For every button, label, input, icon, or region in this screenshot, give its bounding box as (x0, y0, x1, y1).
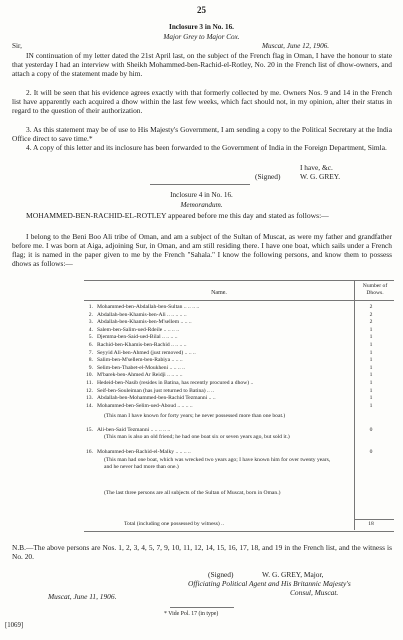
row-number: 11. (86, 380, 93, 386)
table-row (84, 319, 394, 327)
table-row (84, 304, 394, 312)
memo-dateline: Muscat, June 11, 1906. (48, 592, 117, 601)
table-row (84, 365, 394, 373)
row-name: Djemma-ben-Said-ued-Bilal .. .. .. .. (97, 334, 178, 341)
row-value: 1 (369, 326, 373, 333)
footnote: * Vide Pol. 17 (in type) (164, 611, 219, 617)
paragraph-4: 4. A copy of this letter and its inclosure has been forwarded to the Government of India in the Foreign Department, Simla. (26, 143, 387, 152)
row-name: Mohammed-ben-Abdallah-ben-Sultan .. .. .. .. (97, 304, 200, 310)
paragraph-1: IN continuation of my letter dated the 21st April last, on the subject of the French flag in Oman, I have the honour to state that yesterday I had an interview with Sheikh Mohammed-ben-Rachid-el-Rotley, No. 20 in the French list of dhow-owners, and attach a copy of the statement made by him. (12, 51, 392, 79)
row-number: 6. (88, 342, 93, 348)
salutation: Sir, (12, 42, 22, 50)
column-header-number: Number of Dhows. (362, 283, 388, 296)
signed-label: (Signed) (255, 172, 281, 181)
table-row (84, 380, 394, 388)
row-number: 5. (88, 334, 93, 341)
row-number: 12. (86, 387, 93, 394)
row-name: Seif-ben-Souleiman (has just returned to Batina) .. .. (97, 387, 214, 394)
closing: I have, &c. (300, 163, 333, 172)
header-rule (84, 300, 394, 301)
row-name: Selim-ben-Thabet-el-Moukheni .. .. .. .. (97, 364, 185, 371)
row-value: 1 (369, 395, 373, 402)
row-number: 14. (86, 402, 93, 409)
row-value: 2 (369, 304, 373, 310)
row-number: 1. (88, 304, 93, 310)
nb-paragraph: N.B.—The above persons are Nos. 1, 2, 3, 4, 5, 7, 9, 10, 11, 12, 14, 15, 16, 17, 18, and 19 in the French list, and the witness is No. 20. (12, 543, 392, 562)
dateline: Muscat, June 12, 1906. (262, 42, 330, 50)
signature-2-label: (Signed) (208, 570, 234, 579)
print-code: [1069] (5, 622, 24, 629)
paragraph-2: 2. It will be seen that his evidence agrees exactly with that formerly collected by me. Owners Nos. 9 and 14 in the French list have apparently each acquired a dhow within the last few weeks, which fact should not, in my opinion, alter their status in regard to the question of their authorization. (12, 88, 392, 116)
table-row (84, 395, 394, 403)
row-value: 1 (369, 342, 373, 348)
row-name: Abdallah-ben-Khamis-ben-M'sellem .. .. .. (97, 319, 192, 326)
row-name: Rachid-ben-Khamis-ben-Rachid .. .. .. .. (97, 342, 187, 348)
row-name: Seyyid Ali-ben-Ahmed (just removed) .. .. .. (97, 349, 196, 356)
row-number: 8. (88, 357, 93, 364)
row-number: 13. (86, 395, 93, 402)
row-value: 0 (369, 449, 373, 455)
total-rule (354, 519, 394, 520)
signature-2-name: W. G. GREY, Major, (262, 570, 324, 579)
total-row (84, 521, 394, 529)
row-name: Salem-ben-Salim-ued-Rdeile .. .. .. .. (97, 326, 180, 333)
section-divider (150, 184, 250, 185)
row-value: 1 (369, 334, 373, 341)
row-name: M'barek-ben-Ahmed Ar Reidji .. .. .. .. (97, 372, 183, 379)
table-row (84, 372, 394, 380)
row-name: Abdallah-ben-Khamis-ben-Ali .. .. .. .. .. (97, 311, 187, 318)
table-row (84, 357, 394, 365)
inclosure-3-heading: Inclosure 3 in No. 16. (169, 23, 234, 31)
column-header-name: Name. (211, 290, 227, 296)
row-value: 1 (369, 387, 373, 394)
table-row (84, 449, 394, 457)
total-label: Total (including one possessed by witness) .. (124, 521, 224, 527)
row-value: 1 (369, 402, 373, 409)
table-row (84, 334, 394, 342)
memo-paragraph: I belong to the Beni Boo Ali tribe of Oman, and am a subject of the Sultan of Muscat, as were my father and grandfather before me. I was born at Aiga, adjoining Sur, in Oman, and am still residing there. I have one boat, which sails under a French flag; it is named in the paper given to me by the French "Sahala." I know the following persons, and know them to possess dhows as follows:— (12, 232, 392, 269)
page-number: 25 (197, 5, 206, 15)
row-name: Salim-ben-M'sellem-ben-Rabiya .. .. .. (97, 357, 183, 364)
row-number: 4. (88, 326, 93, 333)
note-row-14: (This man I have known for forty years; he never possessed more than one boat.) (104, 413, 286, 419)
note-row-16: (This man had one boat, which was wrecked two years ago; I have known him for over twenty years, and he never had more than one.) (104, 457, 331, 470)
row-number: 16. (86, 449, 93, 455)
table-row (84, 312, 394, 320)
signer-name: W. G. GREY. (300, 172, 341, 181)
row-value: 0 (369, 427, 373, 433)
row-name: Hedeid-ben-Nasib (resides in Batina, has recently procured a dhow) .. (97, 380, 254, 386)
memorandum-heading: Memorandum. (180, 201, 223, 209)
signature-2-title-line2: Consul, Muscat. (290, 588, 339, 597)
row-value: 1 (369, 372, 373, 379)
row-number: 15. (86, 427, 93, 433)
row-number: 9. (88, 364, 93, 371)
inclosure-4-heading: Inclosure 4 in No. 16. (170, 191, 233, 199)
row-number: 7. (88, 349, 93, 356)
row-name: Ali-ben-Said Tezmanni .. .. .. .. .. (97, 427, 171, 433)
row-number: 3. (88, 319, 93, 326)
signature-2-title-line1: Officiating Political Agent and His Britannic Majesty's (188, 579, 351, 588)
paragraph-3: 3. As this statement may be of use to His Majesty's Government, I am sending a copy to the Political Secretary at the India Office direct to save time.* (12, 125, 392, 144)
row-value: 1 (369, 380, 373, 386)
table-bottom-rule (84, 531, 394, 532)
table-row (84, 327, 394, 335)
row-value: 1 (369, 364, 373, 371)
row-number: 2. (88, 311, 93, 318)
row-value: 2 (369, 311, 373, 318)
table-row (84, 403, 394, 411)
row-value: 1 (369, 357, 373, 364)
table-row (84, 388, 394, 396)
row-name: Mohammed-ben-Selim-ued-Aboud .. .. .. .. (97, 402, 193, 409)
row-number: 10. (86, 372, 93, 379)
note-last-three: (The last three persons are all subjects of the Sultan of Muscat, born in Oman.) (104, 490, 281, 496)
row-value: 2 (369, 319, 373, 326)
letter-subheading: Major Grey to Major Cox. (163, 33, 240, 41)
row-name: Mohammed-ben-Rachid-el-Malky .. .. .. .. (97, 449, 191, 455)
memo-intro: MOHAMMED-BEN-RACHID-EL-ROTLEY appeared before me this day and stated as follows:— (26, 211, 329, 220)
note-row-15: (This man is also an old friend; he had one boat six or seven years ago, but sold it.) (104, 434, 290, 440)
total-value: 18 (368, 521, 374, 527)
table-row (84, 342, 394, 350)
table-top-rule (84, 280, 394, 281)
table-row (84, 350, 394, 358)
row-value: 1 (369, 349, 373, 356)
footnote-rule (170, 607, 234, 608)
row-name: Abdallah-ben-Mohammed-ben-Rachid Tezmanni .. .. (97, 395, 216, 402)
